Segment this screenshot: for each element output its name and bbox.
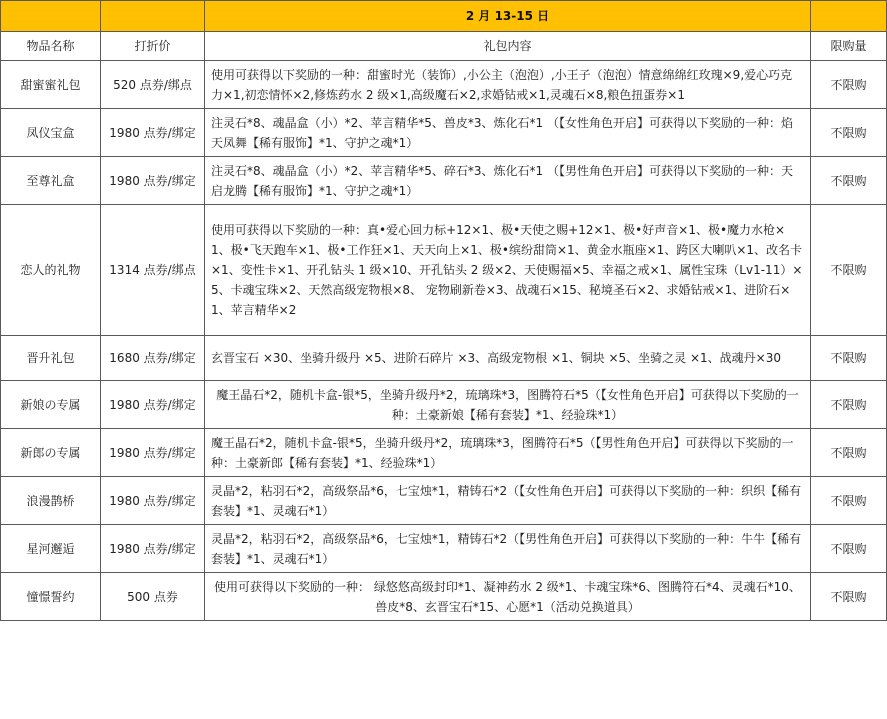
table-row	[1, 477, 887, 525]
pack-content: 灵晶*2，粘羽石*2，高级祭品*6，七宝烛*1，精铸石*2（【女性角色开启】可获得以下奖励的一种：织织【稀有套装】*1、灵魂石*1）	[205, 477, 811, 525]
pack-name: 至尊礼盒	[1, 157, 101, 205]
pack-content: 魔王晶石*2，随机卡盒-银*5，坐骑升级丹*2，琉璃珠*3，图腾符石*5（【女性角色开启】可获得以下奖励的一种：土豪新娘【稀有套装】*1、经验珠*1）	[205, 381, 811, 429]
pack-content: 魔王晶石*2，随机卡盒-银*5，坐骑升级丹*2，琉璃珠*3，图腾符石*5（【男性角色开启】可获得以下奖励的一种：土豪新郎【稀有套装】*1、经验珠*1）	[205, 429, 811, 477]
pack-limit: 不限购	[811, 205, 887, 336]
pack-price: 1980 点券/绑定	[101, 477, 205, 525]
table-row	[1, 381, 887, 429]
pack-name: 新郎の专属	[1, 429, 101, 477]
column-header-price: 打折价	[101, 32, 205, 61]
pack-price: 1980 点券/绑定	[101, 157, 205, 205]
table-row	[1, 573, 887, 621]
pack-price: 1980 点券/绑定	[101, 429, 205, 477]
banner-blank-cell	[101, 1, 205, 32]
table-row	[1, 525, 887, 573]
banner-blank-cell	[811, 1, 887, 32]
pack-limit: 不限购	[811, 381, 887, 429]
pack-limit: 不限购	[811, 109, 887, 157]
pack-limit: 不限购	[811, 157, 887, 205]
pack-price: 500 点券	[101, 573, 205, 621]
column-header-name: 物品名称	[1, 32, 101, 61]
date-banner-row	[1, 1, 887, 32]
date-banner: 2 月 13-15 日	[205, 1, 811, 32]
pack-name: 新娘の专属	[1, 381, 101, 429]
pack-price: 1980 点券/绑定	[101, 109, 205, 157]
table-row	[1, 61, 887, 109]
pack-limit: 不限购	[811, 336, 887, 381]
pack-limit: 不限购	[811, 429, 887, 477]
table-row	[1, 109, 887, 157]
column-header-limit: 限购量	[811, 32, 887, 61]
pack-content: 注灵石*8、魂晶盒（小）*2、苹言精华*5、兽皮*3、炼化石*1 （【女性角色开启】可获得以下奖励的一种：焰天凤舞【稀有服饰】*1、守护之魂*1）	[205, 109, 811, 157]
pack-content: 使用可获得以下奖励的一种：真•爱心回力标+12×1、极•天使之赐+12×1、极•好声音×1、极•魔力水枪×1、极•飞天跑车×1、极•工作狂×1、天天向上×1、极•缤纷甜筒×1、黄金水瓶座×1、跨区大喇叭×1、改名卡×1、变性卡×1、开孔钻头 1 级×10、开孔钻头 2 级×2、天使赐福×5、幸福之戒×1、属性宝珠（Lv1-11）×5、卡魂宝珠×2、天然高级宠物根×8、 宠物刷新卷×3、战魂石×15、秘境圣石×2、求婚钻戒×1、进阶石×1、苹言精华×2	[205, 205, 811, 336]
pack-price: 520 点券/绑点	[101, 61, 205, 109]
pack-price: 1980 点券/绑定	[101, 525, 205, 573]
column-header-content: 礼包内容	[205, 32, 811, 61]
pack-price: 1980 点券/绑定	[101, 381, 205, 429]
pack-limit: 不限购	[811, 477, 887, 525]
pack-content: 注灵石*8、魂晶盒（小）*2、苹言精华*5、碎石*3、炼化石*1 （【男性角色开启】可获得以下奖励的一种：天启龙腾【稀有服饰】*1、守护之魂*1）	[205, 157, 811, 205]
table-row	[1, 336, 887, 381]
pack-content: 玄晋宝石 ×30、坐骑升级丹 ×5、进阶石碎片 ×3、高级宠物根 ×1、铜块 ×5、坐骑之灵 ×1、战魂丹×30	[205, 336, 811, 381]
pack-limit: 不限购	[811, 61, 887, 109]
pack-name: 憧憬誓约	[1, 573, 101, 621]
pack-name: 甜蜜蜜礼包	[1, 61, 101, 109]
table-row	[1, 429, 887, 477]
pack-content: 灵晶*2，粘羽石*2，高级祭品*6，七宝烛*1，精铸石*2（【男性角色开启】可获得以下奖励的一种：牛牛【稀有套装】*1、灵魂石*1）	[205, 525, 811, 573]
banner-blank-cell	[1, 1, 101, 32]
pack-price: 1314 点券/绑点	[101, 205, 205, 336]
pack-price: 1680 点券/绑定	[101, 336, 205, 381]
pack-limit: 不限购	[811, 573, 887, 621]
pack-name: 恋人的礼物	[1, 205, 101, 336]
pack-limit: 不限购	[811, 525, 887, 573]
column-header-row	[1, 32, 887, 61]
table-row	[1, 205, 887, 336]
pack-name: 凤仪宝盒	[1, 109, 101, 157]
pack-content: 使用可获得以下奖励的一种： 绿悠悠高级封印*1、凝神药水 2 级*1、卡魂宝珠*6、图腾符石*4、灵魂石*10、兽皮*8、玄晋宝石*15、心愿*1（活动兑换道具）	[205, 573, 811, 621]
pack-name: 晋升礼包	[1, 336, 101, 381]
pack-name: 浪漫鹊桥	[1, 477, 101, 525]
pack-name: 星河邂逅	[1, 525, 101, 573]
pack-content: 使用可获得以下奖励的一种：甜蜜时光（装饰）,小公主（泡泡）,小王子（泡泡）情意绵绵红玫瑰×9,爱心巧克力×1,初恋情怀×2,修炼药水 2 级×1,高级魔石×2,求婚钻戒×1,灵魂石×8,粮色扭蛋券×1	[205, 61, 811, 109]
table-row	[1, 157, 887, 205]
